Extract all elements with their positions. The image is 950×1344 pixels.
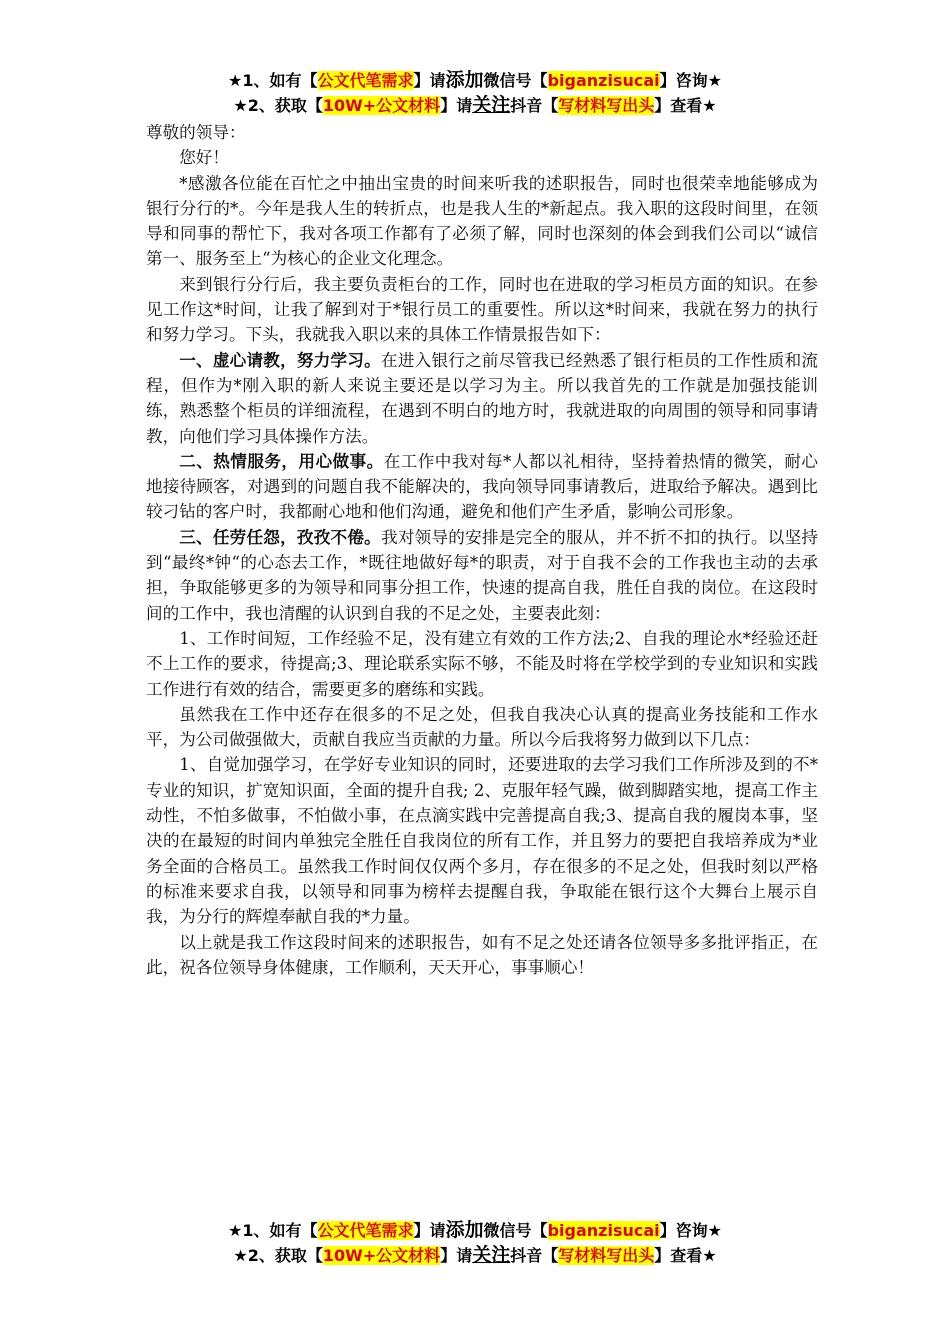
salutation: 尊敬的领导： xyxy=(146,123,246,142)
paragraph-shortcomings: 1、工作时间短，工作经验不足，没有建立有效的工作方法;2、自我的理论水*经验还赶不上工作的要求，待提高;3、理论联系实际不够，不能及时将在学校学到的专业知识和实践工作进行有效的结合，需要更多的磨练和实践。 xyxy=(146,628,818,699)
highlight-materials: 10W+公文材料 xyxy=(322,96,441,115)
report-body xyxy=(146,120,818,980)
footer-banner xyxy=(0,1218,950,1268)
banner-line-1: ★1、如有【公文代笔需求】请添加微信号【biganzisucai】咨询★ xyxy=(228,69,722,91)
footer-highlight-douyin: 写材料写出头 xyxy=(558,1246,655,1265)
footer-highlight-service: 公文代笔需求 xyxy=(317,1221,414,1240)
section-1 xyxy=(146,348,818,449)
section-3 xyxy=(146,525,818,626)
footer-highlight-wechat-id: biganzisucai xyxy=(547,1221,660,1240)
highlight-service: 公文代笔需求 xyxy=(317,71,414,90)
section-2-text: 在工作中我对每*人都以礼相待，坚持着热情的微笑，耐心地接待顾客，对遇到的问题自我不能解决的，我向领导同事请教后，进取给予解决。遇到比较刁钻的客户时，我都耐心地和他们沟通，避免和他们产生矛盾，影响公司形象。 xyxy=(146,451,819,522)
footer-highlight-materials: 10W+公文材料 xyxy=(322,1246,441,1265)
banner-line-2: ★2、获取【10W+公文材料】请关注抖音【写材料写出头】查看★ xyxy=(233,94,717,116)
section-2 xyxy=(146,449,818,525)
paragraph-role: 来到银行分行后，我主要负责柜台的工作，同时也在进取的学习柜员方面的知识。在参见工作这*时间，让我了解到对于*银行员工的重要性。所以这*时间来，我就在努力的执行和努力学习。下头，我就我入职以来的具体工作情景报告如下： xyxy=(146,274,818,345)
greeting: 您好！ xyxy=(179,148,229,168)
section-2-title: 二、热情服务，用心做事。 xyxy=(179,451,384,471)
section-3-title: 三、任劳任怨，孜孜不倦。 xyxy=(179,527,381,547)
footer-line-2: ★2、获取【10W+公文材料】请关注抖音【写材料写出头】查看★ xyxy=(233,1244,717,1266)
highlight-wechat-id: biganzisucai xyxy=(547,71,660,90)
footer-line-1: ★1、如有【公文代笔需求】请添加微信号【biganzisucai】咨询★ xyxy=(228,1219,722,1241)
section-1-text: 在进入银行之前尽管我已经熟悉了银行柜员的工作性质和流程，但作为*刚入职的新人来说主要还是以学习为主。所以我首先的工作就是加强技能训练，熟悉整个柜员的详细流程，在遇到不明白的地方时，我就进取的向周围的领导和同事请教，向他们学习具体操作方法。 xyxy=(146,350,819,446)
paragraph-plans: 1、自觉加强学习，在学好专业知识的同时，还要进取的去学习我们工作所涉及到的不*专业的知识，扩宽知识面，全面的提升自我; 2、克服年轻气躁，做到脚踏实地，提高工作主动性，不怕多做事，不怕做小事，在点滴实践中完善提高自我;3、提高自我的履岗本事，坚决的在最短的时间内单独完全胜任自我岗位的所有工作，并且努力的要把自我培养成为*业务全面的合格员工。虽然我工作时间仅仅两个多月，存在很多的不足之处，但我时刻以严格的标准来要求自我，以领导和同事为榜样去提醒自我，争取能在银行这个大舞台上展示自我，为分行的辉煌奉献自我的*力量。 xyxy=(146,755,818,927)
paragraph-closing: 以上就是我工作这段时间来的述职报告，如有不足之处还请各位领导多多批评指正，在此，祝各位领导身体健康，工作顺利，天天开心，事事顺心！ xyxy=(146,932,818,977)
paragraph-resolve: 虽然我在工作中还存在很多的不足之处，但我自我决心认真的提高业务技能和工作水平，为公司做强做大，贡献自我应当贡献的力量。所以今后我将努力做到以下几点： xyxy=(146,704,818,750)
header-banner xyxy=(0,68,950,118)
section-3-text: 我对领导的安排是完全的服从，并不折不扣的执行。以坚持到“最终*钟“的心态去工作，*既往地做好每*的职责，对于自我不会的工作我也主动的去承担，争取能够更多的为领导和同事分担工作，快速的提高自我，胜任自我的岗位。在这段时间的工作中，我也清醒的认识到自我的不足之处，主要表此刻： xyxy=(146,527,819,623)
paragraph-intro: *感激各位能在百忙之中抽出宝贵的时间来听我的述职报告，同时也很荣幸地能够成为银行分行的*。今年是我人生的转折点，也是我人生的*新起点。我入职的这段时间里，在领导和同事的帮忙下，我对各项工作都有了必须了解，同时也深刻的体会到我们公司以“诚信第一、服务至上“为核心的企业文化理念。 xyxy=(146,173,818,269)
highlight-douyin: 写材料写出头 xyxy=(558,96,655,115)
section-1-title: 一、虚心请教，努力学习。 xyxy=(179,350,381,370)
